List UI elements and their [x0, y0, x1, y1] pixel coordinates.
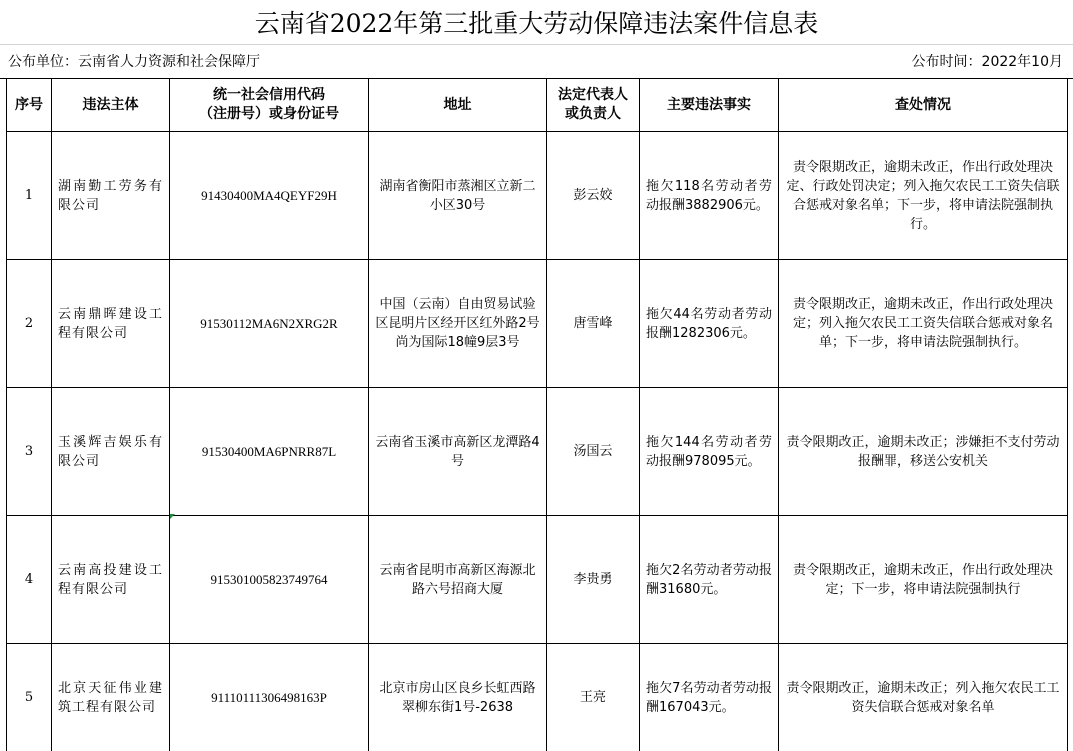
- cell-address[interactable]: 云南省昆明市高新区海源北路六号招商大厦: [369, 516, 547, 644]
- header-facts: 主要违法事实: [640, 79, 779, 132]
- cell-subject[interactable]: 玉溪辉吉娱乐有限公司: [52, 388, 170, 516]
- cell-code[interactable]: 91430400MA4QEYF29H: [170, 132, 369, 260]
- cell-comment-marker: [170, 514, 175, 519]
- cell-rep[interactable]: 王亮: [547, 644, 640, 751]
- cell-seq[interactable]: 2: [7, 260, 52, 388]
- cell-handling[interactable]: 责令限期改正，逾期未改正，作出行政处理决定、行政处罚决定；列入拖欠农民工工资失信联合惩戒对象名单；下一步，将申请法院强制执行。: [779, 132, 1068, 260]
- cell-facts[interactable]: 拖欠2名劳动者劳动报酬31680元。: [640, 516, 779, 644]
- table-row: [7, 516, 1068, 644]
- cell-rep[interactable]: 彭云姣: [547, 132, 640, 260]
- cell-rep[interactable]: 汤国云: [547, 388, 640, 516]
- cell-handling[interactable]: 责令限期改正，逾期未改正；列入拖欠农民工工资失信联合惩戒对象名单: [779, 644, 1068, 751]
- publisher-label: 公布单位：云南省人力资源和社会保障厅: [8, 44, 260, 78]
- cell-subject[interactable]: 北京天征伟业建筑工程有限公司: [52, 644, 170, 751]
- cell-code[interactable]: 91530400MA6PNRR87L: [170, 388, 369, 516]
- table-row: [7, 260, 1068, 388]
- cell-facts[interactable]: 拖欠7名劳动者劳动报酬167043元。: [640, 644, 779, 751]
- header-subject: 违法主体: [52, 79, 170, 132]
- cell-handling[interactable]: 责令限期改正，逾期未改正，作出行政处理决定；下一步，将申请法院强制执行: [779, 516, 1068, 644]
- cell-handling[interactable]: 责令限期改正，逾期未改正，作出行政处理决定；列入拖欠农民工工资失信联合惩戒对象名单；下一步，将申请法院强制执行。: [779, 260, 1068, 388]
- header-code-line2: （注册号）或身份证号: [174, 105, 364, 124]
- cell-code[interactable]: 91530112MA6N2XRG2R: [170, 260, 369, 388]
- cell-subject[interactable]: 云南鼎晖建设工程有限公司: [52, 260, 170, 388]
- cell-address[interactable]: 湖南省衡阳市蒸湘区立新二小区30号: [369, 132, 547, 260]
- header-rep-line1: 法定代表人: [551, 86, 635, 105]
- cell-address[interactable]: 中国（云南）自由贸易试验区昆明片区经开区红外路2号尚为国际18幢9层3号: [369, 260, 547, 388]
- cell-address[interactable]: 北京市房山区良乡长虹西路翠柳东街1号-2638: [369, 644, 547, 751]
- table-header-row: [7, 79, 1068, 132]
- table-row: [7, 132, 1068, 260]
- header-code-line1: 统一社会信用代码: [174, 86, 364, 105]
- publish-time-label: 公布时间：2022年10月: [912, 44, 1063, 78]
- cell-seq[interactable]: 4: [7, 516, 52, 644]
- cell-facts[interactable]: 拖欠118名劳动者劳动报酬3882906元。: [640, 132, 779, 260]
- cell-seq[interactable]: 1: [7, 132, 52, 260]
- header-address: 地址: [369, 79, 547, 132]
- header-rep-line2: 或负责人: [551, 105, 635, 124]
- cell-rep[interactable]: 李贵勇: [547, 516, 640, 644]
- table-row: [7, 388, 1068, 516]
- cell-address[interactable]: 云南省玉溪市高新区龙潭路4号: [369, 388, 547, 516]
- cell-rep[interactable]: 唐雪峰: [547, 260, 640, 388]
- page-title: 云南省2022年第三批重大劳动保障违法案件信息表: [0, 0, 1073, 45]
- cell-subject[interactable]: 云南高投建设工程有限公司: [52, 516, 170, 644]
- header-handling: 查处情况: [779, 79, 1068, 132]
- table-row: [7, 644, 1068, 751]
- cell-code[interactable]: 915301005823749764: [170, 516, 369, 644]
- cell-code[interactable]: 91110111306498163P: [170, 644, 369, 751]
- cell-facts[interactable]: 拖欠44名劳动者劳动报酬1282306元。: [640, 260, 779, 388]
- case-table: [6, 78, 1068, 751]
- meta-row: [0, 44, 1073, 79]
- cell-seq[interactable]: 3: [7, 388, 52, 516]
- cell-subject[interactable]: 湖南勤工劳务有限公司: [52, 132, 170, 260]
- cell-handling[interactable]: 责令限期改正，逾期未改正；涉嫌拒不支付劳动报酬罪，移送公安机关: [779, 388, 1068, 516]
- cell-facts[interactable]: 拖欠144名劳动者劳动报酬978095元。: [640, 388, 779, 516]
- header-code: [170, 79, 369, 132]
- cell-seq[interactable]: 5: [7, 644, 52, 751]
- header-rep: [547, 79, 640, 132]
- header-seq: 序号: [7, 79, 52, 132]
